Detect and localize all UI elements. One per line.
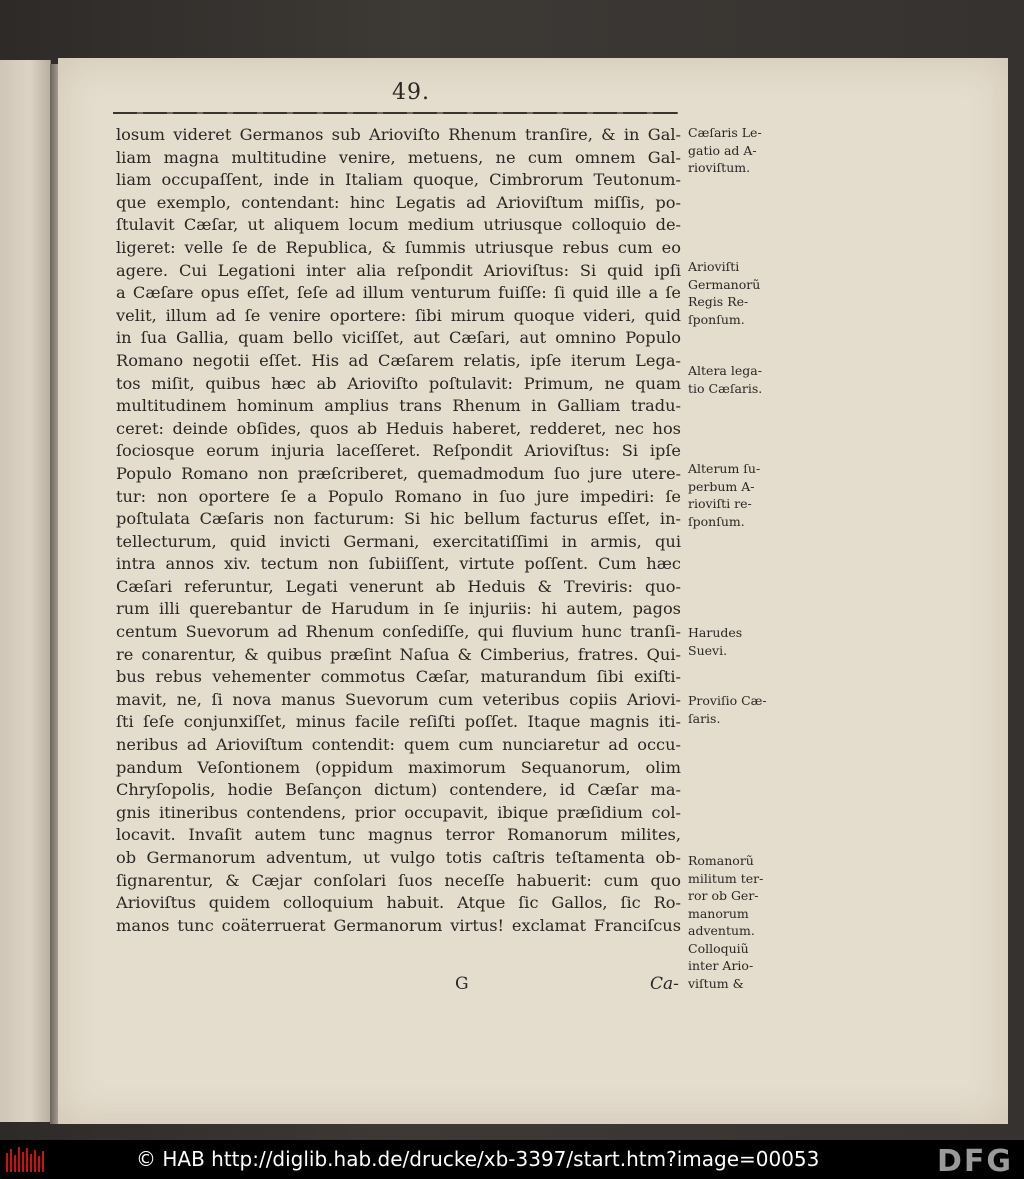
marginal-note-line: Suevi.	[688, 642, 728, 658]
text-line: Arioviſtus quidem colloquium habuit. Atque ſic Gallos, ſic Ro-	[116, 893, 681, 913]
marginal-note-line: Cæſaris Le-	[688, 125, 762, 140]
marginal-note-line: ror ob Ger-	[688, 888, 759, 903]
marginal-note-line: perbum A-	[688, 478, 755, 494]
text-line: multitudinem hominum amplius trans Rhenum in Galliam tradu-	[116, 396, 681, 416]
text-line: losum videret Germanos sub Arioviſto Rhenum tranſire, & in Gal-	[116, 125, 681, 144]
marginal-note	[688, 124, 798, 177]
text-line: que exemplo, contendant: hinc Legatis ad Arioviſtum miſſis, po-	[116, 192, 681, 212]
marginal-note	[688, 624, 798, 659]
marginal-note	[688, 852, 798, 992]
marginal-note-line: gatio ad A-	[688, 142, 757, 158]
header-rule	[113, 112, 678, 114]
text-line: in ſua Gallia, quam bello viciſſet, aut Cæſari, aut omnino Populo	[116, 328, 681, 348]
signature-mark: G	[455, 974, 469, 994]
text-line: a Cæſare opus eſſet, ſeſe ad illum venturum fuiſſe: ſi quid ille a ſe	[116, 283, 681, 303]
marginal-note-line: rioviſtum.	[688, 160, 751, 175]
marginal-note-line: tio Cæſaris.	[688, 380, 763, 396]
marginal-note-line: militum ter-	[688, 870, 764, 886]
marginal-note-line: Alterum ſu-	[688, 461, 761, 476]
marginal-note-line: Altera lega-	[688, 363, 762, 378]
marginal-note-line: Arioviſti	[688, 259, 740, 274]
text-line: gnis itineribus contendens, prior occupavit, ibique præſidium col-	[116, 802, 681, 822]
text-line: ſtulavit Cæſar, ut aliquem locum medium utriusque colloquio de-	[116, 215, 681, 235]
dfg-logo	[932, 1144, 1018, 1175]
text-line: pandum Veſontionem (oppidum maximorum Sequanorum, olim	[116, 757, 681, 777]
dfg-logo-text: DFG	[936, 1144, 1014, 1175]
text-line: neribus ad Arioviſtum contendit: quem cum nunciaretur ad occu-	[116, 735, 681, 755]
marginal-note-line: viſtum &	[688, 975, 744, 991]
footer-bar	[0, 1140, 1024, 1179]
text-line: rum illi querebantur de Harudum in ſe injuriis: hi autem, pagos	[116, 599, 681, 619]
text-line: tos miſit, quibus hæc ab Arioviſto poſtulavit: Primum, ne quam	[116, 373, 681, 393]
text-line: centum Suevorum ad Rhenum conſediſſe, qui fluvium hunc tranſi-	[116, 622, 681, 642]
marginal-note-line: Proviſio Cæ-	[688, 693, 767, 708]
catchword: Ca-	[650, 974, 679, 994]
text-line: poſtulata Cæſaris non facturum: Si hic bellum facturus eſſet, in-	[116, 509, 681, 529]
text-line: locavit. Invaſit autem tunc magnus terror Romanorum milites,	[116, 825, 681, 845]
text-line: manos tunc coäterruerat Germanorum virtus! exclamat Franciſcus	[116, 915, 681, 935]
text-line: tellecturum, quid invicti Germani, exercitatiſſimi in armis, qui	[116, 531, 681, 551]
left-page-edge	[0, 60, 51, 1122]
marginal-note-line: ſponſum.	[688, 513, 745, 529]
marginal-note-line: Germanorũ	[688, 276, 761, 292]
text-line: Cæſari referuntur, Legati venerunt ab Heduis & Treviris: quo-	[116, 576, 681, 596]
marginal-note	[688, 258, 798, 328]
marginal-note-line: Colloquiũ	[688, 940, 749, 956]
text-line: liam occupaſſent, inde in Italiam quoque, Cimbrorum Teutonum-	[116, 170, 681, 190]
text-line: Populo Romano non præſcriberet, quemadmodum ſuo jure utere-	[116, 463, 681, 483]
marginal-note	[688, 692, 798, 727]
text-line: ſociosque eorum injuria laceſſeret. Reſpondit Arioviſtus: Si ipſe	[116, 441, 681, 461]
body-text	[116, 124, 681, 937]
text-line: velit, illum ad ſe venire oportere: ſibi mirum quoque videri, quid	[116, 305, 681, 325]
book-page	[58, 58, 1008, 1124]
marginal-note-line: rioviſti re-	[688, 496, 752, 511]
text-line: Chryſopolis, hodie Beſançon dictum) contendere, id Cæſar ma-	[116, 780, 681, 800]
marginal-note-line: ſaris.	[688, 710, 721, 726]
text-line: re conarentur, & quibus præſint Naſua & Cimberius, fratres. Qui-	[116, 644, 681, 664]
text-line: ligeret: velle ſe de Republica, & ſummis utriusque rebus cum eo	[116, 237, 681, 257]
marginal-note	[688, 362, 798, 397]
text-line: bus rebus vehementer commotus Cæſar, maturandum ſibi exiſti-	[116, 667, 681, 687]
text-line: tur: non oportere ſe a Populo Romano in ſuo jure impediri: ſe	[116, 486, 681, 506]
text-line: ſignarentur, & Cæjar conſolari ſuos neceſſe habuerit: cum quo	[116, 870, 681, 890]
marginal-note-line: Harudes	[688, 625, 743, 640]
text-line: ob Germanorum adventum, ut vulgo totis caſtris teſtamenta ob-	[116, 848, 681, 867]
hab-barcode-logo	[4, 1145, 46, 1174]
text-line: agere. Cui Legationi inter alia reſpondit Arioviſtus: Si quid ipſi	[116, 260, 681, 280]
page-number: 49.	[392, 80, 430, 105]
copyright-link[interactable]: © HAB http://diglib.hab.de/drucke/xb-3397/start.htm?image=00053	[136, 1147, 820, 1171]
marginal-note-line: inter Ario-	[688, 958, 754, 973]
text-line: liam magna multitudine venire, metuens, ne cum omnem Gal-	[116, 147, 681, 167]
marginal-note	[688, 460, 798, 530]
text-line: intra annos xiv. tectum non ſubiiſſent, virtute poſſent. Cum hæc	[116, 554, 681, 574]
marginal-note-line: adventum.	[688, 923, 755, 938]
text-line: ceret: deinde obſides, quos ab Heduis haberet, redderet, nec hos	[116, 418, 681, 438]
text-line: mavit, ne, ſi nova manus Suevorum cum veteribus copiis Ariovi-	[116, 689, 681, 709]
marginal-note-line: ſponſum.	[688, 311, 745, 327]
marginal-note-line: Romanorũ	[688, 853, 754, 868]
marginal-note-line: Regis Re-	[688, 294, 749, 309]
marginal-note-line: manorum	[688, 905, 749, 921]
text-line: ſti ſeſe conjunxiſſet, minus facile reſiſti poſſet. Itaque magnis iti-	[116, 712, 681, 732]
text-line: Romano negotii eſſet. His ad Cæſarem relatis, ipſe iterum Lega-	[116, 350, 681, 370]
page-spine	[50, 64, 58, 1124]
